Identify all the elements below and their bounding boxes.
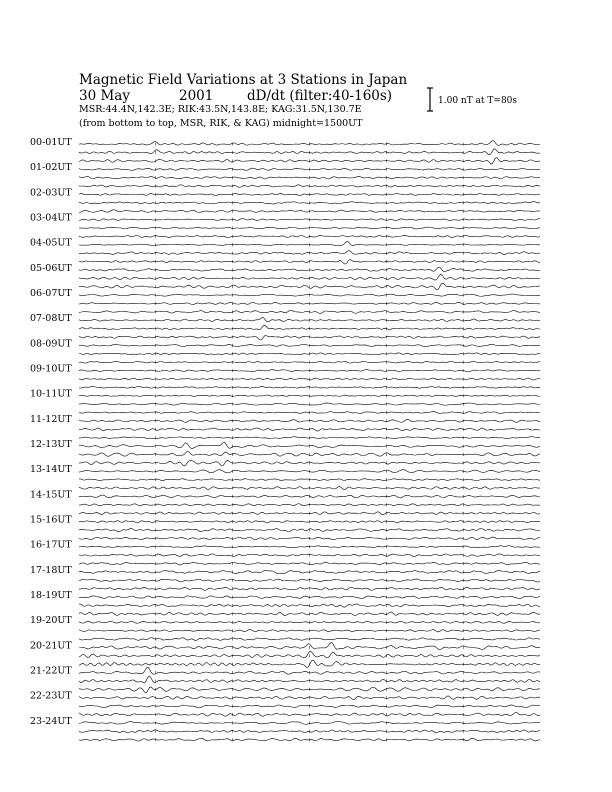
- hour-label: 13-14UT: [30, 464, 72, 476]
- hour-label: 21-22UT: [30, 665, 72, 677]
- hour-label: 09-10UT: [30, 363, 72, 375]
- hour-label: 18-19UT: [30, 590, 72, 601]
- date-day: 30 May: [79, 88, 130, 104]
- hour-label: 16-17UT: [30, 539, 72, 551]
- hour-label: 02-03UT: [30, 187, 72, 199]
- hour-label: 17-18UT: [30, 564, 72, 576]
- hour-label: 04-05UT: [30, 237, 72, 249]
- hour-label: 22-23UT: [30, 690, 72, 702]
- hour-label: 14-15UT: [30, 489, 72, 501]
- hour-label: 07-08UT: [30, 313, 72, 325]
- hour-label: 11-12UT: [30, 413, 72, 425]
- hour-label: 03-04UT: [30, 212, 72, 224]
- hour-label: 01-02UT: [30, 162, 72, 174]
- hour-label: 15-16UT: [30, 514, 72, 526]
- hour-label: 19-20UT: [30, 615, 72, 627]
- hour-label: 06-07UT: [30, 288, 72, 299]
- station-order-note: (from bottom to top, MSR, RIK, & KAG) midnight=1500UT: [79, 118, 363, 129]
- hour-label: 23-24UT: [30, 715, 72, 727]
- scale-label: 1.00 nT at T=80s: [438, 96, 518, 106]
- station-coordinates: MSR:44.4N,142.3E; RIK:43.5N,143.8E; KAG:31.5N,130.7E: [79, 104, 362, 115]
- hour-label: 10-11UT: [30, 388, 72, 400]
- hour-label: 08-09UT: [30, 338, 72, 350]
- hour-label: 12-13UT: [30, 439, 72, 450]
- chart-title: Magnetic Field Variations at 3 Stations in Japan: [79, 72, 408, 88]
- hour-label: 05-06UT: [30, 262, 72, 274]
- hour-label: 20-21UT: [30, 640, 72, 652]
- hour-label: 00-01UT: [30, 137, 72, 148]
- date-year: 2001: [179, 88, 214, 104]
- filter-label: dD/dt (filter:40-160s): [247, 88, 393, 104]
